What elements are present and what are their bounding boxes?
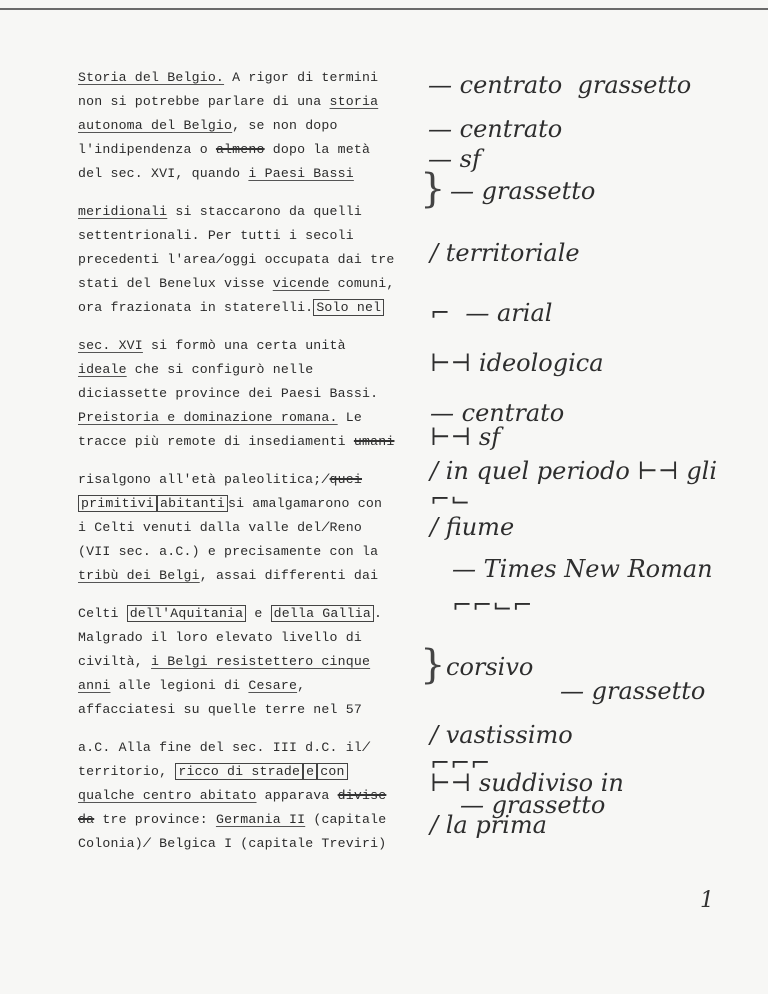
typed-line	[78, 410, 362, 426]
typed-line	[78, 300, 384, 316]
typed-line	[78, 434, 394, 450]
typed-segment: ideale	[78, 362, 127, 377]
typed-segment: Colonia)	[78, 836, 143, 851]
typed-segment: , se non dopo	[232, 118, 338, 133]
typed-segment: oggi occupata dai tre	[224, 252, 395, 267]
typed-line	[78, 204, 362, 220]
typed-segment: diciassette province dei Paesi Bassi.	[78, 386, 379, 401]
typed-line	[78, 252, 394, 268]
typed-segment: tracce più remote di insediamenti	[78, 434, 354, 449]
correction-mark: /	[361, 740, 371, 755]
typed-segment: autonoma del Belgio	[78, 118, 233, 133]
typed-segment: meridionali	[78, 204, 168, 219]
typed-segment: l'indipendenza o	[78, 142, 216, 157]
typed-line	[78, 606, 382, 622]
typed-segment: sec. XVI	[78, 338, 143, 353]
typed-segment: alle legioni di	[110, 678, 249, 693]
margin-note-20: — grassetto	[460, 791, 606, 819]
typed-segment: e	[303, 763, 317, 780]
typed-segment: dopo la metà	[264, 142, 371, 157]
typed-segment: A rigor di termini	[224, 70, 379, 85]
typed-segment: (capitale	[305, 812, 387, 827]
typed-line	[78, 740, 370, 756]
typed-segment: Belgica I (capitale Treviri)	[151, 836, 387, 851]
typed-segment: vicende	[272, 276, 330, 291]
typed-segment: Germania II	[215, 812, 306, 827]
correction-mark: /	[215, 252, 225, 267]
typed-line	[78, 166, 354, 182]
typed-segment: i Belgi resistettero cinque	[151, 654, 371, 669]
margin-note-6: ⌐ — arial	[430, 299, 553, 327]
typed-segment: umani	[353, 434, 395, 449]
typed-segment: Solo nel	[313, 299, 384, 316]
margin-note-9: ⊢⊣ sf	[430, 423, 501, 451]
margin-note-4: — grassetto	[450, 177, 596, 205]
typed-line	[78, 520, 362, 536]
margin-brace-1: }	[420, 166, 446, 212]
typed-segment: Le	[337, 410, 362, 425]
margin-note-10: / in quel periodo ⊢⊣ gli	[430, 457, 718, 485]
margin-note-7: ⊢⊣ ideologica	[430, 349, 604, 377]
typed-segment: quei	[329, 472, 363, 487]
typed-segment: primitivi	[78, 495, 157, 512]
typed-segment: Cesare	[248, 678, 298, 693]
typed-segment: con	[317, 763, 347, 780]
typed-segment: tre province:	[94, 812, 216, 827]
typed-segment: del sec. XVI, quando	[78, 166, 249, 181]
typed-segment: ora frazionata in staterelli.	[78, 300, 314, 315]
margin-note-1: — centrato grassetto	[428, 71, 692, 99]
typed-segment: i Celti venuti dalla valle del	[78, 520, 322, 535]
typed-line	[78, 228, 354, 244]
margin-note-11: ⌐⌙	[430, 485, 471, 513]
margin-note-18: ⌐⌐⌐	[430, 749, 491, 777]
margin-note-21: / la prima	[430, 811, 547, 839]
typed-segment: tribù dei Belgi	[78, 568, 200, 583]
typed-line	[78, 836, 386, 852]
correction-mark: /	[321, 472, 330, 487]
margin-note-17: / vastissimo	[430, 721, 573, 749]
margin-note-2: — centrato	[428, 115, 563, 143]
typed-segment: della Gallia	[271, 605, 374, 622]
typed-line	[78, 472, 362, 488]
typed-segment: Reno	[329, 520, 363, 535]
margin-brace-2: }	[420, 642, 446, 688]
typed-segment: territorio,	[78, 764, 176, 779]
typed-segment: ,	[297, 678, 306, 693]
correction-mark: /	[321, 520, 330, 535]
typed-line	[78, 544, 378, 560]
typed-segment: , assai differenti dai	[199, 568, 379, 583]
typed-line	[78, 568, 378, 584]
margin-note-3: — sf	[428, 145, 481, 173]
typed-line	[78, 276, 394, 292]
typed-segment: si staccarono da quelli	[167, 204, 362, 219]
typed-line	[78, 338, 346, 354]
margin-note-5: / territoriale	[430, 239, 580, 267]
typed-segment: a.C. Alla fine del sec. III d.C. il	[78, 740, 362, 755]
typed-segment: stati del Benelux visse	[78, 276, 273, 291]
typed-segment: storia	[329, 94, 379, 109]
typed-line	[78, 788, 386, 804]
margin-note-19: ⊢⊣ suddiviso in	[430, 769, 624, 797]
typed-line	[78, 118, 338, 134]
typed-segment: Celti	[78, 606, 127, 621]
margin-note-16: — grassetto	[560, 677, 706, 705]
typed-line	[78, 362, 313, 378]
typed-segment: civiltà,	[78, 654, 152, 669]
correction-mark: /	[142, 836, 152, 851]
typed-segment: anni	[78, 678, 111, 693]
typed-segment: si formò una certa unità	[142, 338, 346, 353]
typed-segment: i Paesi Bassi	[248, 166, 354, 181]
typed-segment: comuni,	[329, 276, 395, 291]
typed-segment: affacciatesi su quelle terre nel 57	[78, 702, 362, 717]
typed-segment: e	[246, 606, 271, 621]
margin-note-12: / fiume	[430, 513, 515, 541]
typed-segment: precedenti l'area	[78, 252, 216, 267]
margin-note-13: — Times New Roman	[452, 555, 713, 583]
typed-segment: apparava	[256, 788, 338, 803]
typed-segment: Storia del Belgio.	[78, 70, 225, 85]
typed-segment: non si potrebbe parlare di una	[78, 94, 330, 109]
typed-segment: che si configurò nelle	[126, 362, 314, 377]
typed-line	[78, 678, 305, 694]
typed-line	[78, 142, 370, 158]
typed-segment: divise	[337, 788, 387, 803]
typed-line	[78, 702, 362, 718]
typed-segment: Preistoria e dominazione romana.	[78, 410, 338, 425]
margin-note-8: — centrato	[430, 399, 565, 427]
typed-segment: almeno	[215, 142, 265, 157]
typed-segment: risalgono all'età paleolitica;	[78, 472, 322, 487]
page-number: 1	[700, 888, 714, 913]
typed-segment: settentrionali. Per tutti i secoli	[78, 228, 354, 243]
typed-segment: abitanti	[157, 495, 228, 512]
typed-line	[78, 630, 362, 646]
typed-segment: si amalgamarono con	[227, 496, 383, 511]
typed-segment: qualche centro abitato	[78, 788, 257, 803]
typed-line	[78, 812, 386, 828]
typed-segment: Malgrado il loro elevato livello di	[78, 630, 362, 645]
typed-line	[78, 496, 382, 512]
typed-segment: dell'Aquitania	[127, 605, 247, 622]
typed-segment: (VII sec. a.C.) e precisamente con la	[78, 544, 379, 559]
margin-note-15: corsivo	[446, 653, 534, 681]
typed-segment: .	[374, 606, 383, 621]
typed-line	[78, 94, 378, 110]
typed-segment: da	[78, 812, 95, 827]
typed-segment: ricco di strade	[175, 763, 303, 780]
typed-line	[78, 764, 348, 780]
typed-line	[78, 386, 378, 402]
typed-line	[78, 654, 370, 670]
typed-line	[78, 70, 378, 86]
margin-note-14: ⌐⌐⌙⌐	[452, 591, 533, 619]
